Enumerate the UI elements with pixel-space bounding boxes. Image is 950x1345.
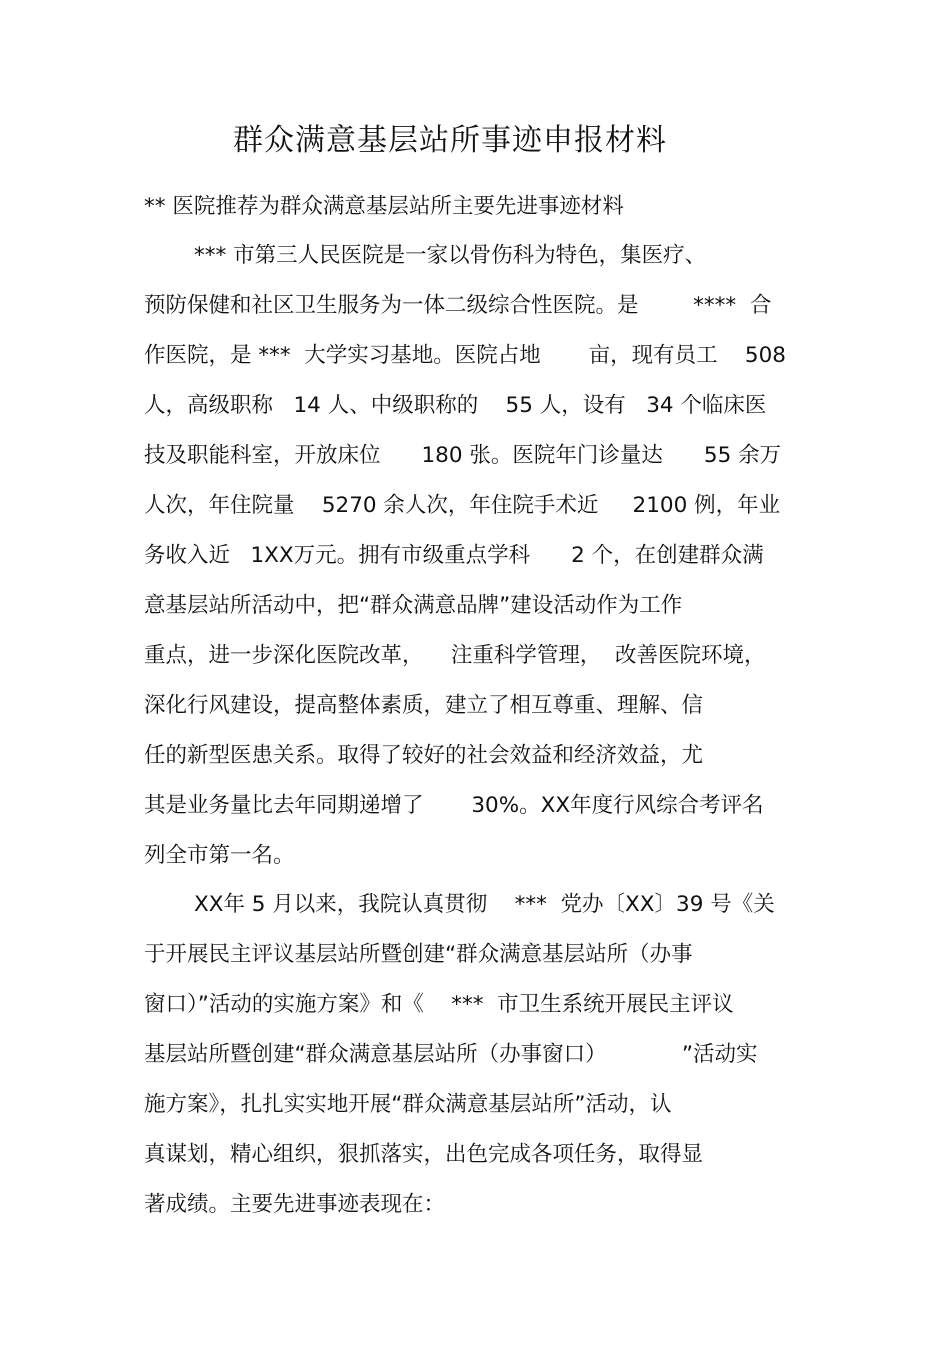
paragraph-line: 施方案》，扎扎实实地开展“群众满意基层站所”活动，认	[144, 1092, 672, 1117]
document-subtitle: ** 医院推荐为群众满意基层站所主要先进事迹材料	[144, 194, 624, 219]
paragraph-line: 务收入近 1XX万元。拥有市级重点学科 2 个，在创建群众满	[144, 543, 764, 568]
document-title: 群众满意基层站所事迹申报材料	[233, 123, 667, 158]
paragraph-line: 基层站所暨创建“群众满意基层站所（办事窗口） ”活动实	[144, 1042, 758, 1067]
paragraph-line: 任的新型医患关系。取得了较好的社会效益和经济效益，尤	[144, 743, 704, 768]
paragraph-line: 著成绩。主要先进事迹表现在：	[144, 1192, 446, 1217]
paragraph-line: 人次，年住院量 5270 余人次，年住院手术近 2100 例，年业	[144, 493, 781, 518]
paragraph-line: 重点，进一步深化医院改革， 注重科学管理， 改善医院环境，	[144, 643, 766, 668]
paragraph-line: 技及职能科室，开放床位 180 张。医院年门诊量达 55 余万	[144, 443, 782, 468]
paragraph-line: 窗口）”活动的实施方案》和《 *** 市卫生系统开展民主评议	[144, 992, 734, 1017]
paragraph-line: 真谋划，精心组织，狠抓落实，出色完成各项任务，取得显	[144, 1142, 704, 1167]
paragraph-line: 列全市第一名。	[144, 843, 295, 868]
paragraph-line: 人，高级职称 14 人、中级职称的 55 人，设有 34 个临床医	[144, 393, 767, 418]
paragraph-line: 预防保健和社区卫生服务为一体二级综合性医院。是 **** 合	[144, 293, 772, 318]
paragraph-line: XX年 5 月以来，我院认真贯彻 *** 党办〔XX〕39 号《关	[194, 892, 775, 917]
paragraph-line: *** 市第三人民医院是一家以骨伤科为特色，集医疗、	[194, 243, 707, 268]
paragraph-line: 其是业务量比去年同期递增了 30%。XX年度行风综合考评名	[144, 793, 764, 818]
paragraph-line: 深化行风建设，提高整体素质，建立了相互尊重、理解、信	[144, 693, 704, 718]
paragraph-line: 意基层站所活动中，把“群众满意品牌”建设活动作为工作	[144, 593, 683, 618]
paragraph-line: 于开展民主评议基层站所暨创建“群众满意基层站所（办事	[144, 942, 693, 967]
paragraph-line: 作医院，是 *** 大学实习基地。医院占地 亩，现有员工 508	[144, 343, 786, 368]
